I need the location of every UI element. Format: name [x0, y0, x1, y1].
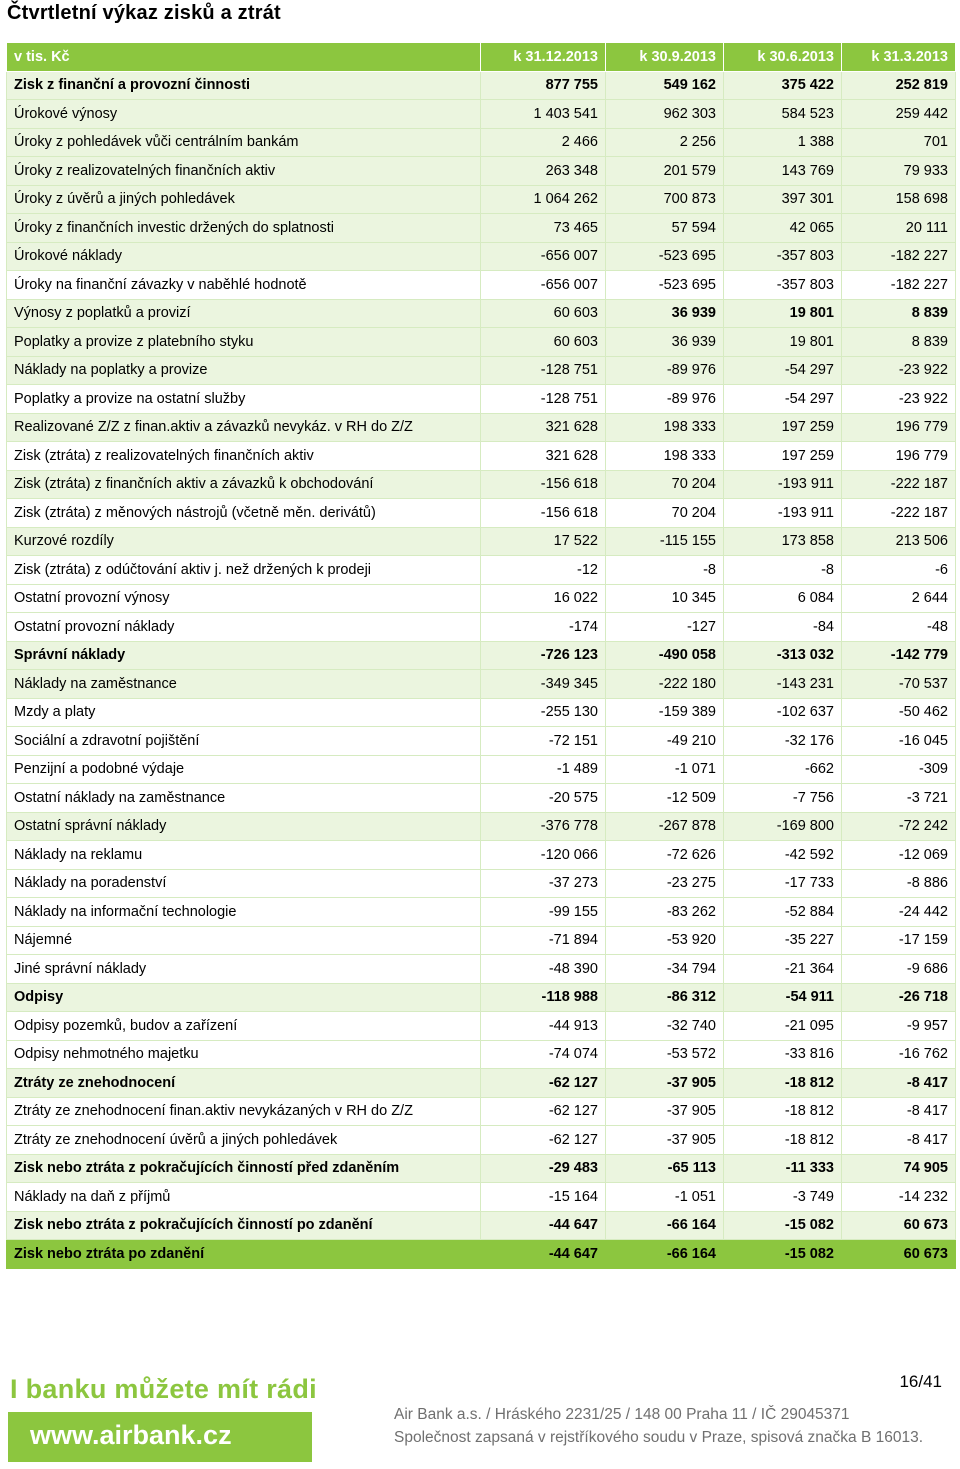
- table-row: [7, 755, 956, 784]
- table-row: [7, 413, 956, 442]
- row-label: Výnosy z poplatků a provizí: [7, 299, 481, 328]
- row-value: 321 628: [481, 413, 606, 442]
- row-value: -23 922: [842, 385, 956, 414]
- row-value: -23 922: [842, 356, 956, 385]
- row-value: 10 345: [606, 584, 724, 613]
- row-value: 1 064 262: [481, 185, 606, 214]
- row-value: -21 095: [724, 1012, 842, 1041]
- row-value: 60 673: [842, 1211, 956, 1240]
- table-row: [7, 784, 956, 813]
- row-value: -62 127: [481, 1069, 606, 1098]
- row-value: -72 242: [842, 812, 956, 841]
- row-value: -34 794: [606, 955, 724, 984]
- row-value: 198 333: [606, 413, 724, 442]
- row-value: -656 007: [481, 242, 606, 271]
- row-value: 549 162: [606, 71, 724, 100]
- row-value: -490 058: [606, 641, 724, 670]
- row-label: Penzijní a podobné výdaje: [7, 755, 481, 784]
- row-value: 60 673: [842, 1240, 956, 1269]
- table-row: [7, 157, 956, 186]
- row-value: 6 084: [724, 584, 842, 613]
- row-value: -33 816: [724, 1040, 842, 1069]
- row-value: -182 227: [842, 271, 956, 300]
- header-period-q3: k 30.9.2013: [606, 43, 724, 72]
- row-value: -128 751: [481, 385, 606, 414]
- row-value: 252 819: [842, 71, 956, 100]
- row-value: -8 417: [842, 1097, 956, 1126]
- row-value: -84: [724, 613, 842, 642]
- row-value: 2 256: [606, 128, 724, 157]
- row-value: 8 839: [842, 328, 956, 357]
- row-value: -8: [724, 556, 842, 585]
- row-value: -128 751: [481, 356, 606, 385]
- table-row: [7, 670, 956, 699]
- row-value: -8 417: [842, 1126, 956, 1155]
- row-value: 584 523: [724, 100, 842, 129]
- row-value: -53 572: [606, 1040, 724, 1069]
- row-value: 16 022: [481, 584, 606, 613]
- row-value: -127: [606, 613, 724, 642]
- table-row: [7, 727, 956, 756]
- row-value: 42 065: [724, 214, 842, 243]
- row-label: Náklady na daň z příjmů: [7, 1183, 481, 1212]
- row-value: 173 858: [724, 527, 842, 556]
- row-label: Zisk nebo ztráta z pokračujících činností před zdaněním: [7, 1154, 481, 1183]
- row-value: -42 592: [724, 841, 842, 870]
- row-value: -44 647: [481, 1240, 606, 1269]
- row-label: Nájemné: [7, 926, 481, 955]
- row-label: Ztráty ze znehodnocení finan.aktiv nevykázaných v RH do Z/Z: [7, 1097, 481, 1126]
- row-value: -313 032: [724, 641, 842, 670]
- row-label: Zisk z finanční a provozní činnosti: [7, 71, 481, 100]
- row-value: 74 905: [842, 1154, 956, 1183]
- row-value: 701: [842, 128, 956, 157]
- row-value: 877 755: [481, 71, 606, 100]
- table-row: [7, 71, 956, 100]
- row-value: -23 275: [606, 869, 724, 898]
- row-value: -8: [606, 556, 724, 585]
- row-value: 19 801: [724, 328, 842, 357]
- row-value: -20 575: [481, 784, 606, 813]
- table-row: [7, 185, 956, 214]
- row-value: -52 884: [724, 898, 842, 927]
- row-value: -8 417: [842, 1069, 956, 1098]
- row-value: 201 579: [606, 157, 724, 186]
- row-value: -62 127: [481, 1097, 606, 1126]
- row-value: -142 779: [842, 641, 956, 670]
- row-value: -24 442: [842, 898, 956, 927]
- row-value: -37 905: [606, 1069, 724, 1098]
- row-value: -86 312: [606, 983, 724, 1012]
- table-row: [7, 1240, 956, 1269]
- row-label: Náklady na reklamu: [7, 841, 481, 870]
- row-label: Ztráty ze znehodnocení úvěrů a jiných pohledávek: [7, 1126, 481, 1155]
- row-value: 197 259: [724, 442, 842, 471]
- row-label: Úroky z pohledávek vůči centrálním bankám: [7, 128, 481, 157]
- row-value: -16 045: [842, 727, 956, 756]
- table-row: [7, 556, 956, 585]
- row-label: Úrokové výnosy: [7, 100, 481, 129]
- row-value: -54 297: [724, 356, 842, 385]
- row-value: -74 074: [481, 1040, 606, 1069]
- row-value: -21 364: [724, 955, 842, 984]
- row-value: -70 537: [842, 670, 956, 699]
- profit-loss-table: [6, 42, 956, 1269]
- row-value: -89 976: [606, 385, 724, 414]
- row-value: -66 164: [606, 1211, 724, 1240]
- row-value: -255 130: [481, 698, 606, 727]
- row-value: -37 905: [606, 1126, 724, 1155]
- row-value: -159 389: [606, 698, 724, 727]
- row-label: Ostatní provozní výnosy: [7, 584, 481, 613]
- page-footer: [0, 1362, 960, 1469]
- row-value: 17 522: [481, 527, 606, 556]
- page-title: Čtvrtletní výkaz zisků a ztrát: [7, 2, 281, 24]
- row-value: 700 873: [606, 185, 724, 214]
- row-value: 143 769: [724, 157, 842, 186]
- row-value: -44 647: [481, 1211, 606, 1240]
- row-label: Zisk (ztráta) z odúčtování aktiv j. než držených k prodeji: [7, 556, 481, 585]
- row-value: 213 506: [842, 527, 956, 556]
- row-value: -48: [842, 613, 956, 642]
- row-label: Zisk (ztráta) z finančních aktiv a závazků k obchodování: [7, 470, 481, 499]
- row-value: 2 466: [481, 128, 606, 157]
- row-value: -662: [724, 755, 842, 784]
- row-label: Realizované Z/Z z finan.aktiv a závazků nevykáz. v RH do Z/Z: [7, 413, 481, 442]
- table-row: [7, 1012, 956, 1041]
- table-row: [7, 898, 956, 927]
- row-value: -523 695: [606, 242, 724, 271]
- row-value: 36 939: [606, 299, 724, 328]
- row-value: 60 603: [481, 328, 606, 357]
- row-value: -71 894: [481, 926, 606, 955]
- header-period-q2: k 30.6.2013: [724, 43, 842, 72]
- row-value: -72 151: [481, 727, 606, 756]
- table-row: [7, 356, 956, 385]
- row-value: -54 297: [724, 385, 842, 414]
- table-row: [7, 1211, 956, 1240]
- table-row: [7, 641, 956, 670]
- table-row: [7, 926, 956, 955]
- row-value: 263 348: [481, 157, 606, 186]
- row-value: -156 618: [481, 499, 606, 528]
- row-value: -357 803: [724, 271, 842, 300]
- row-value: -143 231: [724, 670, 842, 699]
- table-row: [7, 955, 956, 984]
- row-value: 259 442: [842, 100, 956, 129]
- header-unit: v tis. Kč: [7, 43, 481, 72]
- row-value: -18 812: [724, 1097, 842, 1126]
- row-value: -656 007: [481, 271, 606, 300]
- row-value: 158 698: [842, 185, 956, 214]
- company-registration: Společnost zapsaná v rejstříkového soudu v Praze, spisová značka B 16013.: [394, 1429, 924, 1446]
- row-value: -12: [481, 556, 606, 585]
- row-label: Ostatní provozní náklady: [7, 613, 481, 642]
- row-label: Mzdy a platy: [7, 698, 481, 727]
- row-value: -156 618: [481, 470, 606, 499]
- row-value: 962 303: [606, 100, 724, 129]
- table-row: [7, 983, 956, 1012]
- row-value: -222 180: [606, 670, 724, 699]
- row-value: 57 594: [606, 214, 724, 243]
- website-url: www.airbank.cz: [30, 1420, 232, 1450]
- row-value: -65 113: [606, 1154, 724, 1183]
- row-value: -54 911: [724, 983, 842, 1012]
- row-label: Úroky z finančních investic držených do splatnosti: [7, 214, 481, 243]
- row-value: 60 603: [481, 299, 606, 328]
- header-period-q1: k 31.3.2013: [842, 43, 956, 72]
- row-value: -267 878: [606, 812, 724, 841]
- row-label: Zisk nebo ztráta po zdanění: [7, 1240, 481, 1269]
- row-value: 375 422: [724, 71, 842, 100]
- row-label: Odpisy: [7, 983, 481, 1012]
- row-value: -37 905: [606, 1097, 724, 1126]
- row-value: -1 051: [606, 1183, 724, 1212]
- table-row: [7, 1183, 956, 1212]
- header-period-q4: k 31.12.2013: [481, 43, 606, 72]
- row-label: Úroky z realizovatelných finančních aktiv: [7, 157, 481, 186]
- row-label: Zisk (ztráta) z měnových nástrojů (včetně měn. derivátů): [7, 499, 481, 528]
- row-label: Ostatní správní náklady: [7, 812, 481, 841]
- table-row: [7, 812, 956, 841]
- row-value: -12 069: [842, 841, 956, 870]
- row-value: -726 123: [481, 641, 606, 670]
- row-value: -3 749: [724, 1183, 842, 1212]
- row-value: -17 159: [842, 926, 956, 955]
- table-row: [7, 527, 956, 556]
- table-row: [7, 698, 956, 727]
- table-row: [7, 499, 956, 528]
- row-value: -222 187: [842, 499, 956, 528]
- row-value: -193 911: [724, 499, 842, 528]
- row-value: 2 644: [842, 584, 956, 613]
- row-value: -8 886: [842, 869, 956, 898]
- table-row: [7, 1154, 956, 1183]
- row-value: -12 509: [606, 784, 724, 813]
- row-value: -120 066: [481, 841, 606, 870]
- table-header-row: [7, 43, 956, 72]
- table-row: [7, 328, 956, 357]
- table-row: [7, 271, 956, 300]
- table-row: [7, 442, 956, 471]
- table-row: [7, 584, 956, 613]
- row-value: -523 695: [606, 271, 724, 300]
- table-row: [7, 100, 956, 129]
- row-value: -9 957: [842, 1012, 956, 1041]
- row-value: 196 779: [842, 442, 956, 471]
- table-row: [7, 1126, 956, 1155]
- row-value: -62 127: [481, 1126, 606, 1155]
- row-label: Zisk nebo ztráta z pokračujících činností po zdanění: [7, 1211, 481, 1240]
- row-value: 196 779: [842, 413, 956, 442]
- table-row: [7, 869, 956, 898]
- row-label: Úroky z úvěrů a jiných pohledávek: [7, 185, 481, 214]
- row-value: -66 164: [606, 1240, 724, 1269]
- row-value: -349 345: [481, 670, 606, 699]
- row-label: Úroky na finanční závazky v naběhlé hodnotě: [7, 271, 481, 300]
- row-value: -9 686: [842, 955, 956, 984]
- row-label: Jiné správní náklady: [7, 955, 481, 984]
- row-value: -83 262: [606, 898, 724, 927]
- row-value: -50 462: [842, 698, 956, 727]
- row-value: -32 740: [606, 1012, 724, 1041]
- row-value: -15 164: [481, 1183, 606, 1212]
- row-value: -222 187: [842, 470, 956, 499]
- table-row: [7, 214, 956, 243]
- row-value: 70 204: [606, 470, 724, 499]
- row-value: -3 721: [842, 784, 956, 813]
- brand-slogan: I banku můžete mít rádi: [10, 1374, 317, 1404]
- row-value: 321 628: [481, 442, 606, 471]
- table-row: [7, 1040, 956, 1069]
- row-value: -118 988: [481, 983, 606, 1012]
- row-label: Sociální a zdravotní pojištění: [7, 727, 481, 756]
- row-value: 1 388: [724, 128, 842, 157]
- row-label: Zisk (ztráta) z realizovatelných finančních aktiv: [7, 442, 481, 471]
- row-value: -37 273: [481, 869, 606, 898]
- row-value: -32 176: [724, 727, 842, 756]
- row-value: -29 483: [481, 1154, 606, 1183]
- row-value: -174: [481, 613, 606, 642]
- row-label: Úrokové náklady: [7, 242, 481, 271]
- row-label: Náklady na poplatky a provize: [7, 356, 481, 385]
- row-value: -309: [842, 755, 956, 784]
- row-value: -18 812: [724, 1069, 842, 1098]
- row-label: Poplatky a provize z platebního styku: [7, 328, 481, 357]
- row-label: Náklady na poradenství: [7, 869, 481, 898]
- row-value: 79 933: [842, 157, 956, 186]
- row-label: Odpisy nehmotného majetku: [7, 1040, 481, 1069]
- table-body: [7, 71, 956, 1268]
- row-value: -6: [842, 556, 956, 585]
- row-value: -15 082: [724, 1211, 842, 1240]
- row-value: -44 913: [481, 1012, 606, 1041]
- table-row: [7, 613, 956, 642]
- table-row: [7, 841, 956, 870]
- row-value: -193 911: [724, 470, 842, 499]
- row-label: Ztráty ze znehodnocení: [7, 1069, 481, 1098]
- row-label: Poplatky a provize na ostatní služby: [7, 385, 481, 414]
- row-value: -35 227: [724, 926, 842, 955]
- row-value: -7 756: [724, 784, 842, 813]
- row-value: -11 333: [724, 1154, 842, 1183]
- row-value: -15 082: [724, 1240, 842, 1269]
- row-value: 73 465: [481, 214, 606, 243]
- row-label: Odpisy pozemků, budov a zařízení: [7, 1012, 481, 1041]
- row-value: -26 718: [842, 983, 956, 1012]
- row-label: Ostatní náklady na zaměstnance: [7, 784, 481, 813]
- row-value: -53 920: [606, 926, 724, 955]
- row-label: Náklady na informační technologie: [7, 898, 481, 927]
- row-value: -376 778: [481, 812, 606, 841]
- row-value: -48 390: [481, 955, 606, 984]
- row-value: -89 976: [606, 356, 724, 385]
- row-label: Náklady na zaměstnance: [7, 670, 481, 699]
- row-value: 36 939: [606, 328, 724, 357]
- table-row: [7, 470, 956, 499]
- row-value: -17 733: [724, 869, 842, 898]
- row-value: -169 800: [724, 812, 842, 841]
- row-value: 19 801: [724, 299, 842, 328]
- row-value: -18 812: [724, 1126, 842, 1155]
- table-row: [7, 299, 956, 328]
- row-value: 20 111: [842, 214, 956, 243]
- row-value: 1 403 541: [481, 100, 606, 129]
- row-value: -182 227: [842, 242, 956, 271]
- row-value: 8 839: [842, 299, 956, 328]
- table-row: [7, 1097, 956, 1126]
- row-value: -1 071: [606, 755, 724, 784]
- row-value: -102 637: [724, 698, 842, 727]
- row-label: Kurzové rozdíly: [7, 527, 481, 556]
- row-value: -14 232: [842, 1183, 956, 1212]
- company-address: Air Bank a.s. / Hráského 2231/25 / 148 00 Praha 11 / IČ 29045371: [394, 1406, 850, 1423]
- row-value: 198 333: [606, 442, 724, 471]
- row-value: 397 301: [724, 185, 842, 214]
- website-banner: [8, 1412, 312, 1462]
- table-row: [7, 1069, 956, 1098]
- row-value: -357 803: [724, 242, 842, 271]
- row-value: -72 626: [606, 841, 724, 870]
- row-value: -115 155: [606, 527, 724, 556]
- page-number: 16/41: [899, 1372, 942, 1391]
- row-value: -49 210: [606, 727, 724, 756]
- row-value: -99 155: [481, 898, 606, 927]
- row-value: 70 204: [606, 499, 724, 528]
- row-label: Správní náklady: [7, 641, 481, 670]
- row-value: -1 489: [481, 755, 606, 784]
- row-value: 197 259: [724, 413, 842, 442]
- table-row: [7, 385, 956, 414]
- table-row: [7, 128, 956, 157]
- row-value: -16 762: [842, 1040, 956, 1069]
- table-row: [7, 242, 956, 271]
